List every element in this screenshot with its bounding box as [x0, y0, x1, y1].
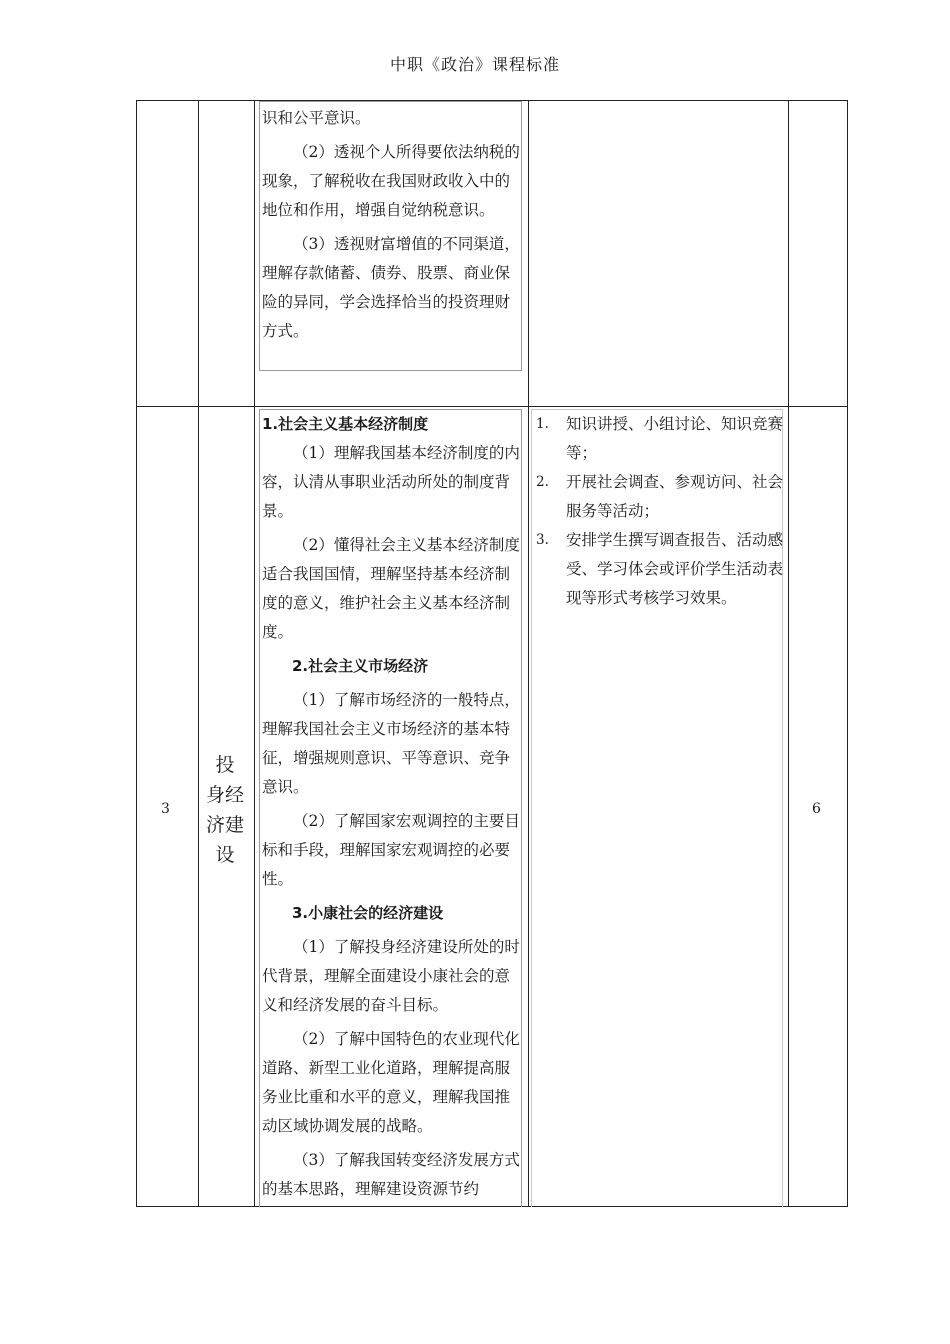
method-text: 知识讲授、小组讨论、知识竞赛等； [566, 415, 784, 462]
content-paragraph: （2）了解国家宏观调控的主要目标和手段，理解国家宏观调控的必要性。 [262, 812, 520, 888]
section-heading: 2.社会主义市场经济 [292, 657, 429, 675]
unit-name-line: 投 [215, 754, 235, 776]
content-paragraph: 识和公平意识。 [262, 109, 371, 127]
method-text: 开展社会调查、参观访问、社会服务等活动； [566, 473, 784, 520]
method-number: 2. [536, 474, 549, 490]
column-divider [198, 101, 199, 1206]
unit-name [203, 750, 247, 870]
unit-name-line: 济建 [205, 814, 244, 836]
column-divider [254, 101, 255, 1206]
content-paragraph: （1）了解市场经济的一般特点，理解我国社会主义市场经济的基本特征，增强规则意识、平等意识、竞争意识。 [262, 691, 520, 796]
content-paragraph: （3）了解我国转变经济发展方式的基本思路，理解建设资源节约 [262, 1151, 520, 1198]
row-number: 3 [161, 801, 170, 817]
content-paragraph: （1）了解投身经济建设所处的时代背景，理解全面建设小康社会的意义和经济发展的奋斗目标。 [262, 938, 520, 1014]
content-paragraph: （2）懂得社会主义基本经济制度适合我国国情，理解坚持基本经济制度的意义，维护社会主义基本经济制度。 [262, 536, 520, 641]
method-number: 1. [536, 416, 549, 432]
unit-name-line: 身经 [205, 784, 244, 806]
method-number: 3. [536, 532, 549, 548]
content-paragraph: （3）透视财富增值的不同渠道，理解存款储蓄、债券、股票、商业保险的异同，学会选择恰当的投资理财方式。 [262, 235, 520, 340]
unit-name-line: 设 [215, 844, 235, 866]
method-item [536, 410, 786, 468]
row-divider [137, 406, 847, 407]
content-cell-row3 [262, 410, 524, 1204]
method-item [536, 468, 786, 526]
method-text: 安排学生撰写调查报告、活动感受、学习体会或评价学生活动表现等形式考核学习效果。 [566, 531, 784, 607]
content-cell-continued [262, 104, 524, 346]
column-divider [788, 101, 789, 1206]
content-paragraph: （1）理解我国基本经济制度的内容，认清从事职业活动所处的制度背景。 [262, 444, 520, 520]
methods-cell-row3 [536, 410, 786, 613]
class-hours: 6 [812, 801, 821, 817]
method-item [536, 526, 786, 613]
section-heading: 1.社会主义基本经济制度 [262, 415, 429, 433]
section-heading: 3.小康社会的经济建设 [292, 904, 444, 922]
content-paragraph: （2）透视个人所得要依法纳税的现象，了解税收在我国财政收入中的地位和作用，增强自觉纳税意识。 [262, 143, 520, 219]
page-title: 中职《政治》课程标准 [389, 55, 560, 74]
content-paragraph: （2）了解中国特色的农业现代化道路、新型工业化道路，理解提高服务业比重和水平的意义，理解我国推动区域协调发展的战略。 [262, 1030, 520, 1135]
column-divider [528, 101, 529, 1206]
